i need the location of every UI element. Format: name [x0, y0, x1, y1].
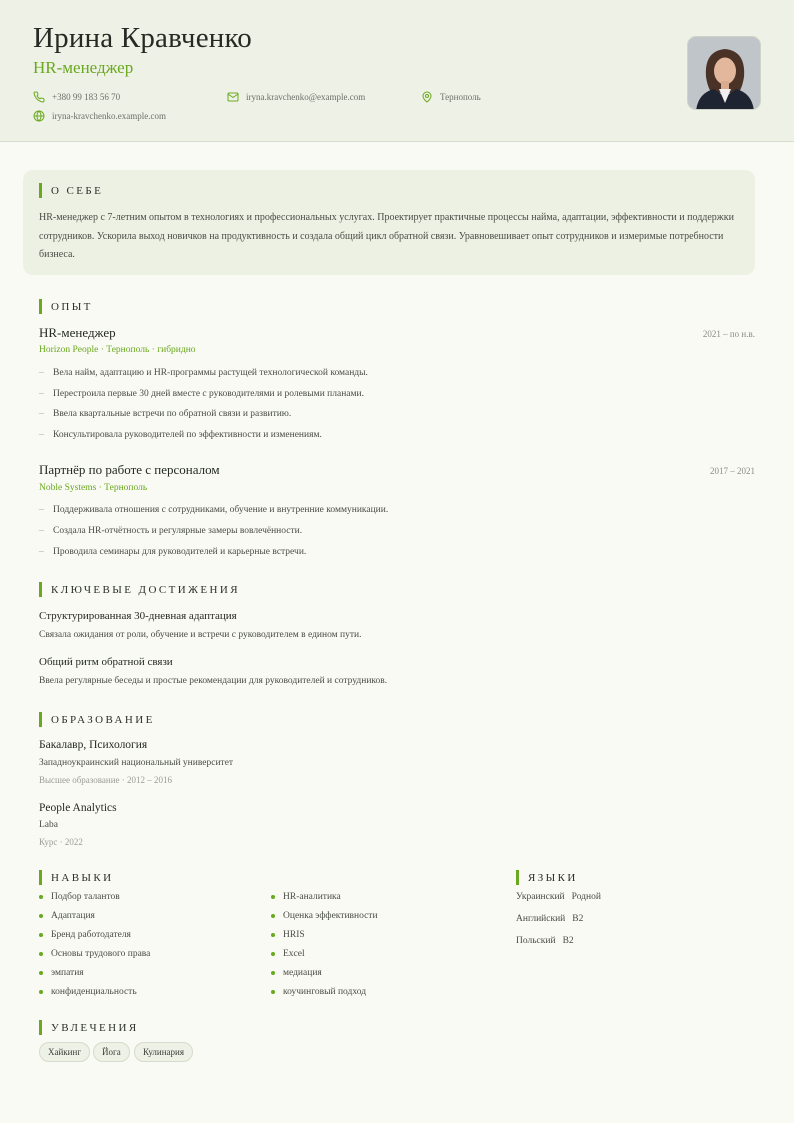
job-title: HR-менеджер — [39, 325, 116, 340]
section-accent-bar — [39, 1020, 42, 1035]
phone-icon — [33, 91, 45, 103]
section-title: КЛЮЧЕВЫЕ ДОСТИЖЕНИЯ — [51, 583, 240, 596]
section-title: НАВЫКИ — [51, 871, 114, 884]
section-title: УВЛЕЧЕНИЯ — [51, 1021, 139, 1034]
section-accent-bar — [39, 183, 42, 198]
job-company: Noble Systems · Тернополь — [39, 483, 148, 493]
job-bullet: – Ввела квартальные встречи по обратной связи и развитию. — [39, 409, 292, 419]
job-bullet: – Вела найм, адаптацию и HR-программы растущей технологической команды. — [39, 368, 368, 378]
language-item: Английский B2 — [516, 914, 584, 924]
job-title: Партнёр по работе с персоналом — [39, 462, 220, 477]
about-text: HR-менеджер с 7-летним опытом в технологиях и профессиональных услугах. Проектирует практичные процессы найма, адаптации, эффективности и поддержки сотрудников. Ускорила выход новичков на продуктивность и создала общий цикл обратной связи. Уравновешивает опыт сотрудников и измеримые потребности бизнеса. — [39, 212, 734, 260]
hobbies-heading — [39, 1020, 139, 1035]
job-bullet: – Проводила семинары для руководителей и карьерные встречи. — [39, 547, 307, 557]
bullet-dot-icon — [271, 895, 275, 899]
achievement-text: Ввела регулярные беседы и простые рекомендации для руководителей и сотрудников. — [39, 676, 388, 686]
skill-item: Excel — [271, 949, 305, 959]
mail-icon — [227, 91, 239, 103]
skill-item: эмпатия — [39, 968, 84, 978]
skill-item: Бренд работодателя — [39, 930, 131, 940]
section-title: ОБРАЗОВАНИЕ — [51, 713, 155, 726]
achievement-title: Структурированная 30-дневная адаптация — [39, 610, 237, 622]
skill-item: конфиденциальность — [39, 987, 137, 997]
email-text: iryna.kravchenko@example.com — [246, 92, 366, 102]
section-title: О СЕБЕ — [51, 184, 104, 197]
contact-phone[interactable] — [33, 91, 120, 103]
section-accent-bar — [39, 582, 42, 597]
skill-item: Оценка эффективности — [271, 911, 378, 921]
job-bullet: – Создала HR-отчётность и регулярные замеры вовлечённости. — [39, 526, 303, 536]
bullet-dot-icon — [39, 895, 43, 899]
job-company: Horizon People · Тернополь · гибридно — [39, 345, 196, 355]
skill-item: HR-аналитика — [271, 892, 341, 902]
bullet-dot-icon — [271, 914, 275, 918]
bullet-dot-icon — [39, 914, 43, 918]
hobby-tag: Кулинария — [134, 1042, 193, 1062]
website-text: iryna-kravchenko.example.com — [52, 111, 166, 121]
hobby-tag: Хайкинг — [39, 1042, 90, 1062]
candidate-name: Ирина Кравченко — [33, 22, 252, 54]
section-accent-bar — [39, 299, 42, 314]
phone-text: +380 99 183 56 70 — [52, 92, 121, 102]
resume-header — [0, 0, 794, 142]
skills-heading — [39, 870, 114, 885]
contact-email[interactable] — [227, 91, 365, 103]
skill-item: Адаптация — [39, 911, 95, 921]
languages-heading — [516, 870, 578, 885]
bullet-dot-icon — [271, 990, 275, 994]
section-accent-bar — [39, 870, 42, 885]
bullet-dot-icon — [39, 990, 43, 994]
education-heading — [39, 712, 155, 727]
skill-item: медиация — [271, 968, 322, 978]
education-institution: Западноукраинский национальный университет — [39, 758, 234, 768]
bullet-dot-icon — [39, 933, 43, 937]
bullet-dot-icon — [271, 971, 275, 975]
globe-icon — [33, 110, 45, 122]
job-date: 2021 – по н.в. — [702, 329, 755, 339]
education-institution: Laba — [39, 820, 58, 830]
bullet-dot-icon — [39, 971, 43, 975]
section-title: ОПЫТ — [51, 300, 93, 313]
experience-heading — [39, 299, 93, 314]
education-meta: Высшее образование · 2012 – 2016 — [39, 775, 173, 785]
contact-location — [421, 91, 481, 103]
achievement-text: Связала ожидания от роли, обучение и встречи с руководителем в едином пути. — [39, 630, 362, 640]
about-heading — [39, 183, 103, 198]
section-accent-bar — [39, 712, 42, 727]
section-title: ЯЗЫКИ — [528, 871, 578, 884]
profile-photo — [687, 36, 761, 110]
hobby-tag: Йога — [93, 1042, 130, 1062]
education-meta: Курс · 2022 — [39, 837, 83, 847]
language-item: Украинский Родной — [516, 892, 601, 902]
job-bullet: – Поддерживала отношения с сотрудниками, обучение и внутренние коммуникации. — [39, 505, 389, 515]
location-text: Тернополь — [440, 92, 481, 102]
job-bullet: – Консультировала руководителей по эффективности и изменениям. — [39, 430, 322, 440]
bullet-dot-icon — [39, 952, 43, 956]
job-bullet: – Перестроила первые 30 дней вместе с руководителями и ролевыми планами. — [39, 389, 364, 399]
language-item: Польский B2 — [516, 936, 574, 946]
achievement-title: Общий ритм обратной связи — [39, 656, 173, 668]
education-degree: People Analytics — [39, 802, 117, 814]
contact-website[interactable] — [33, 110, 166, 122]
job-date: 2017 – 2021 — [710, 466, 755, 476]
achievements-heading — [39, 582, 240, 597]
section-accent-bar — [516, 870, 519, 885]
location-pin-icon — [421, 91, 433, 103]
bullet-dot-icon — [271, 933, 275, 937]
skill-item: HRIS — [271, 930, 305, 940]
skill-item: коучинговый подход — [271, 987, 366, 997]
bullet-dot-icon — [271, 952, 275, 956]
skill-item: Основы трудового права — [39, 949, 150, 959]
skill-item: Подбор талантов — [39, 892, 120, 902]
candidate-role: HR-менеджер — [33, 58, 134, 77]
education-degree: Бакалавр, Психология — [39, 739, 148, 751]
